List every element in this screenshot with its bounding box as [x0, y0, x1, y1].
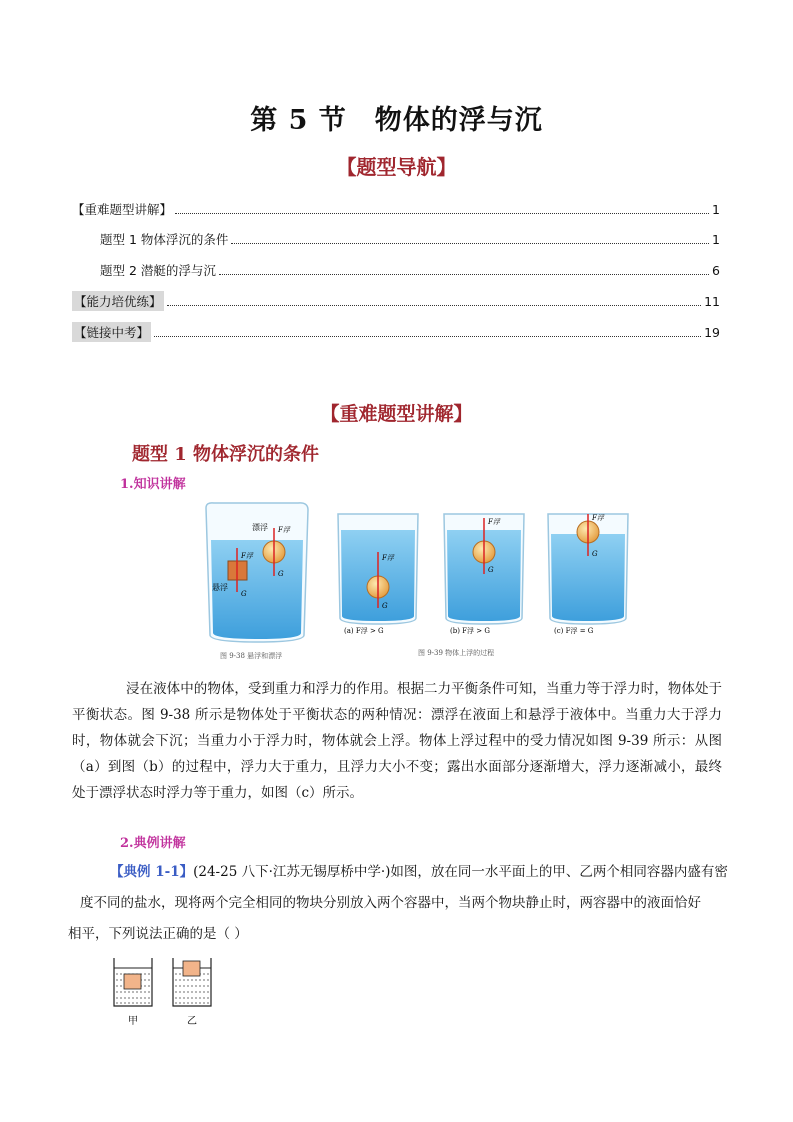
nav-heading: 【题型导航】: [336, 155, 457, 179]
toc-page: 6: [712, 262, 720, 278]
toc-label: 题型 2 潜艇的浮与沉: [100, 263, 216, 278]
type-heading: 题型 1 物体浮沉的条件: [132, 444, 320, 465]
body-paragraph-text: 浸在液体中的物体，受到重力和浮力的作用。根据二力平衡条件可知，当重力等于浮力时，物体处于平衡状态。图 9-38 所示是物体处于平衡状态的两种情况：漂浮在液面上和悬浮于液体中。当重力大于浮力时，物体就会下沉；当重力小于浮力时，物体就会上浮。物体上浮过程中的受力情况如图 9-39 所示：从图（a）到图（b）的过程中，浮力大于重力，且浮力大小不变；露出水面部分逐渐增大，浮力逐渐减小，最终处于漂浮状态时浮力等于重力，如图（c）所示。: [72, 681, 722, 801]
title-text: 物体的浮与沉: [374, 105, 543, 136]
label-ffloat: F浮: [592, 514, 604, 522]
toc-label: 【链接中考】: [72, 322, 151, 342]
label-jia: 甲: [128, 1016, 138, 1027]
caption-b: (b) F浮 > G: [450, 627, 490, 635]
example-tag: 【典例 1-1】: [110, 864, 194, 880]
toc-page: 1: [712, 231, 720, 247]
toc-row[interactable]: [72, 291, 720, 311]
toc-row[interactable]: [72, 200, 720, 218]
label-ffloat: F浮: [488, 518, 500, 526]
container-jia: [114, 958, 152, 1027]
title-section-number: 第 5 节: [250, 105, 347, 136]
caption-c: (c) F浮 = G: [554, 627, 594, 635]
label-g: G: [382, 602, 388, 610]
page-title: [0, 98, 793, 137]
label-float: 漂浮: [252, 523, 268, 532]
caption-a: (a) F浮 > G: [344, 627, 384, 635]
caption-fig38: 图 9-38 悬浮和漂浮: [220, 652, 283, 660]
beaker-c: [548, 514, 628, 635]
sub-heading-examples: 2.典例讲解: [120, 836, 186, 851]
example-line-1: [110, 859, 728, 885]
example-line-2: 度不同的盐水，现将两个完全相同的物块分别放入两个容器中，当两个物块静止时，两容器中的液面恰好: [80, 895, 701, 911]
example-text: (24-25 八下·江苏无锡厚桥中学·)如图，放在同一水平面上的甲、乙两个相同容器内盛有密: [193, 864, 728, 880]
label-g: G: [241, 590, 247, 598]
toc-row[interactable]: [100, 261, 720, 279]
container-yi: [173, 958, 211, 1027]
toc-label: 题型 1 物体浮沉的条件: [100, 232, 229, 247]
example-line-3: 相平，下列说法正确的是（ ）: [68, 926, 248, 942]
beaker-b: [444, 514, 524, 635]
label-g: G: [592, 550, 598, 558]
beaker-figure: [200, 500, 640, 665]
caption-fig39: 图 9-39 物体上浮的过程: [418, 649, 495, 657]
beaker-a: [338, 514, 418, 635]
toc-label: 【能力培优练】: [72, 291, 164, 311]
body-paragraph: [72, 676, 722, 806]
label-ffloat: F浮: [278, 526, 290, 534]
label-g: G: [488, 566, 494, 574]
sub-heading-knowledge: 1.知识讲解: [120, 477, 186, 492]
toc-row[interactable]: [72, 322, 720, 342]
toc-page: 19: [704, 324, 720, 340]
label-ffloat: F浮: [241, 552, 253, 560]
toc-row[interactable]: [100, 230, 720, 248]
toc-page: 1: [712, 201, 720, 217]
label-g: G: [278, 570, 284, 578]
toc-page: 11: [704, 293, 720, 309]
label-yi: 乙: [187, 1016, 197, 1027]
label-ffloat: F浮: [382, 554, 394, 562]
beaker-large: [206, 503, 308, 642]
example-figure: [108, 956, 218, 1028]
toc-label: 【重难题型讲解】: [72, 202, 173, 217]
section-heading: 【重难题型讲解】: [320, 403, 473, 425]
label-suspend: 悬浮: [212, 583, 228, 592]
